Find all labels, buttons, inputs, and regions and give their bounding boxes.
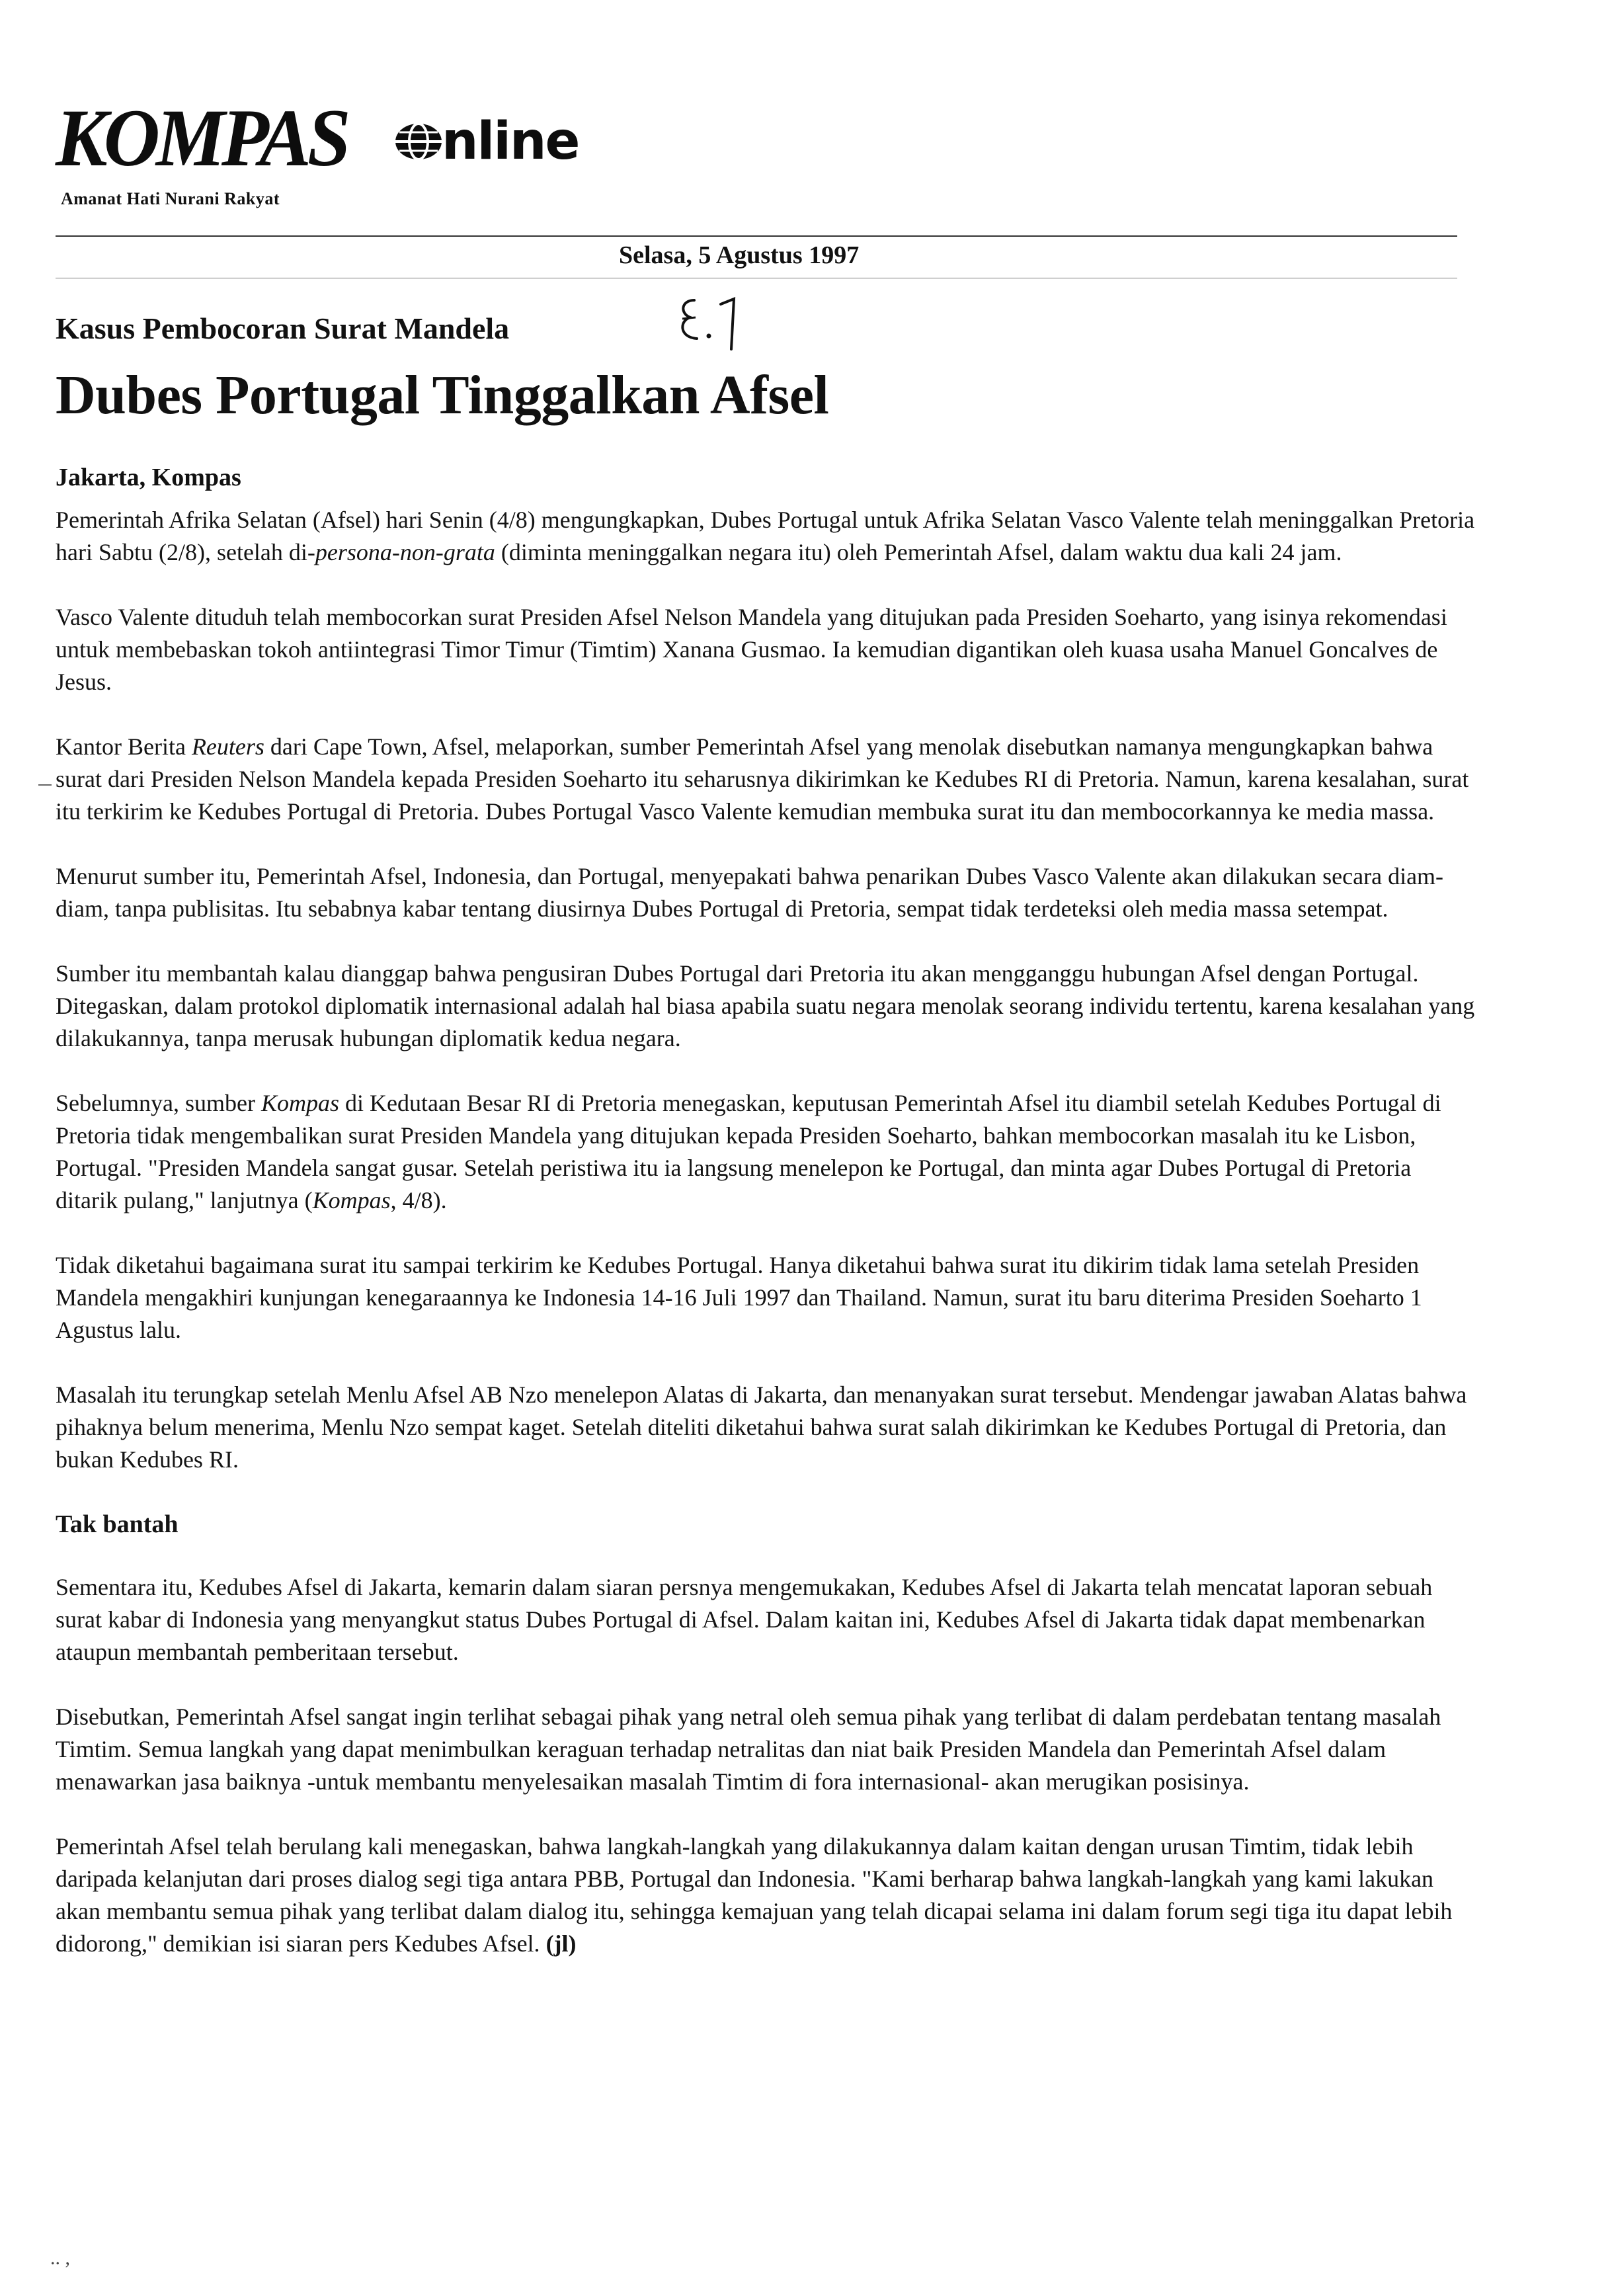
author-initials: (jl) — [545, 1930, 577, 1957]
corner-marks: .. , — [50, 2247, 70, 2269]
tagline: Amanat Hati Nurani Rakyat — [61, 189, 280, 208]
paragraph: Pemerintah Afrika Selatan (Afsel) hari Senin (4/8) mengungkapkan, Dubes Portugal untuk Afrika Selatan Vasco Valente telah meninggalkan Pretoria hari Sabtu (2/8), setelah di-persona-non-grata (diminta meninggalkan negara itu) oleh Pemerintah Afsel, dalam waktu dua kali 24 jam. — [56, 507, 1475, 565]
byline: Jakarta, Kompas — [56, 464, 241, 491]
paragraph: Pemerintah Afsel telah berulang kali menegaskan, bahwa langkah-langkah yang dilakukannya dalam kaitan dengan urusan Timtim, tidak lebih daripada kelanjutan dari proses dialog segi tiga antara PBB, Portugal dan Indonesia. "Kami berharap bahwa langkah-langkah yang kami lakukan akan membantu semua pihak yang terlibat dalam dialog itu, sehingga kemajuan yang telah dicapai selama ini dalam forum segi tiga itu dapat lebih didorong," demikian isi siaran pers Kedubes Afsel. (jl) — [56, 1833, 1453, 1957]
paragraph: Sebelumnya, sumber Kompas di Kedutaan Besar RI di Pretoria menegaskan, keputusan Pemerintah Afsel itu diambil setelah Kedubes Portugal di Pretoria tidak mengembalikan surat Presiden Mandela yang ditujukan kepada Presiden Soeharto, bahkan membocorkan masalah itu ke Lisbon, Portugal. "Presiden Mandela sangat gusar. Setelah peristiwa itu ia langsung menelepon ke Portugal, dan minta agar Dubes Portugal di Pretoria ditarik pulang," lanjutnya (Kompas, 4/8). — [56, 1090, 1441, 1213]
dateline: Selasa, 5 Agustus 1997 — [619, 241, 860, 269]
online-logo-text: nline — [442, 112, 579, 171]
paragraph: Masalah itu terungkap setelah Menlu Afsel AB Nzo menelepon Alatas di Jakarta, dan menanyakan surat tersebut. Mendengar jawaban Alatas bahwa pihaknya belum menerima, Menlu Nzo sempat kaget. Setelah diteliti diketahui bahwa surat salah dikirimkan ke Kedubes Portugal di Pretoria, dan bukan Kedubes RI. — [56, 1381, 1467, 1473]
subhead: Tak bantah — [56, 1510, 179, 1538]
kicker: Kasus Pembocoran Surat Mandela — [56, 311, 510, 345]
globe-icon — [393, 121, 444, 162]
margin-mark — [38, 784, 52, 786]
paragraph: Vasco Valente dituduh telah membocorkan surat Presiden Afsel Nelson Mandela yang ditujukan pada Presiden Soeharto, yang isinya rekomendasi untuk membebaskan tokoh antiintegrasi Timor Timur (Timtim) Xanana Gusmao. Ia kemudian digantikan oleh kuasa usaha Manuel Goncalves de Jesus. — [56, 604, 1447, 695]
kompas-logo: KOMPAS — [56, 92, 347, 184]
paragraph: Tidak diketahui bagaimana surat itu sampai terkirim ke Kedubes Portugal. Hanya diketahui bahwa surat itu dikirim tidak lama setelah Presiden Mandela mengakhiri kunjungan kenegaraannya ke Indonesia 14-16 Juli 1997 dan Thailand. Namun, surat itu baru diterima Presiden Soeharto 1 Agustus lalu. — [56, 1252, 1422, 1343]
paragraph: Disebutkan, Pemerintah Afsel sangat ingin terlihat sebagai pihak yang netral oleh semua pihak yang terlibat di dalam perdebatan tentang masalah Timtim. Semua langkah yang dapat menimbulkan keraguan terhadap netralitas dan niat baik Presiden Mandela dan Pemerintah Afsel dalam menawarkan jasa baiknya -untuk membantu menyelesaikan masalah Timtim di fora internasional- akan merugikan posisinya. — [56, 1703, 1441, 1795]
top-rule — [56, 235, 1457, 237]
paragraph: Menurut sumber itu, Pemerintah Afsel, Indonesia, dan Portugal, menyepakati bahwa penarikan Dubes Vasco Valente akan dilakukan secara diam-diam, tanpa publisitas. Itu sebabnya kabar tentang diusirnya Dubes Portugal di Pretoria, sempat tidak terdeteksi oleh media massa setempat. — [56, 863, 1444, 922]
article-body — [56, 504, 1477, 1992]
paragraph: Kantor Berita Reuters dari Cape Town, Afsel, melaporkan, sumber Pemerintah Afsel yang menolak disebutkan namanya mengungkapkan bahwa surat dari Presiden Nelson Mandela kepada Presiden Soeharto itu seharusnya dikirimkan ke Kedubes RI di Pretoria. Namun, karena kesalahan, surat itu terkirim ke Kedubes Portugal di Pretoria. Dubes Portugal Vasco Valente kemudian membuka surat itu dan membocorkannya ke media massa. — [56, 733, 1469, 825]
handwritten-note — [668, 280, 767, 360]
paragraph: Sementara itu, Kedubes Afsel di Jakarta, kemarin dalam siaran persnya mengemukakan, Kedubes Afsel di Jakarta telah mencatat laporan sebuah surat kabar di Indonesia yang menyangkut status Dubes Portugal di Afsel. Dalam kaitan ini, Kedubes Afsel di Jakarta tidak dapat membenarkan ataupun membantah pemberitaan tersebut. — [56, 1574, 1433, 1665]
masthead — [56, 92, 651, 218]
online-logo — [393, 112, 579, 171]
paragraph: Sumber itu membantah kalau dianggap bahwa pengusiran Dubes Portugal dari Pretoria itu akan mengganggu hubungan Afsel dengan Portugal. Ditegaskan, dalam protokol diplomatik internasional adalah hal biasa apabila suatu negara menolak seorang individu tertentu, karena kesalahan yang dilakukannya, tanpa merusak hubungan diplomatik kedua negara. — [56, 960, 1475, 1051]
headline: Dubes Portugal Tinggalkan Afsel — [56, 364, 829, 426]
